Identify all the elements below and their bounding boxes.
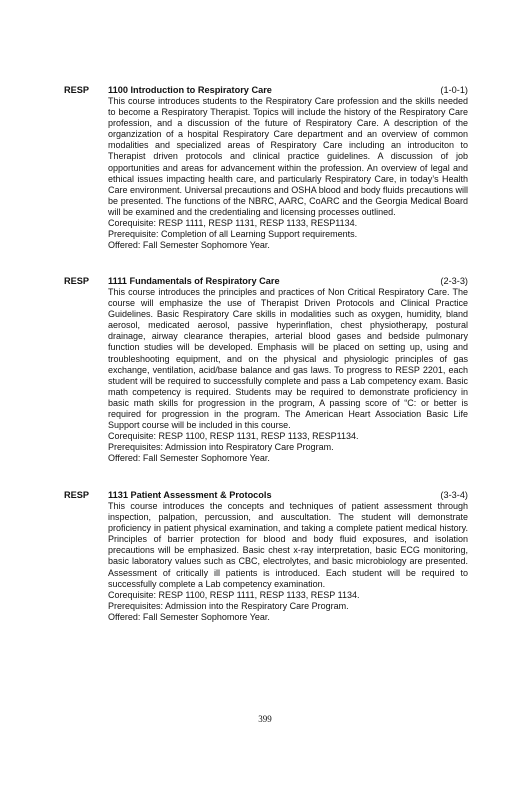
course-corequisite: Corequisite: RESP 1111, RESP 1131, RESP 1133, RESP1134. xyxy=(108,218,358,229)
course-header xyxy=(64,275,468,287)
course-entry-resp-1111 xyxy=(64,275,468,465)
course-title: 1111 Fundamentals of Respiratory Care xyxy=(108,276,280,286)
course-prerequisite: Prerequisite: Completion of all Learning Support requirements. xyxy=(108,229,358,240)
course-prefix: RESP xyxy=(64,276,90,286)
course-body xyxy=(108,96,468,251)
course-credits: (1-0-1) xyxy=(440,85,468,95)
course-entry-resp-1131 xyxy=(64,489,468,623)
course-body xyxy=(108,501,468,623)
course-description: This course introduces the principles and practices of Non Critical Respiratory Care. The course will emphasize the use of Therapist Driven Protocols and Clinical Practice Guidelines. Basic Respiratory Care skills in modalities such as oxygen, humidity, bland aerosol, medicated aerosol, passive hyperinflation, chest physiotherapy, postural drainage, airway clearance therapies, arterial blood gases and bedside pulmonary function studies will be developed. Emphasis will be placed on setting up, using and troubleshooting equipment, and on the physical and physiologic principles of gas exchange, ventilation, acid/base balance and gas laws. To progress to RESP 2201, each student will be required to successfully complete and pass a Lab competency exam. Basic math competency is required. Students may be required to demonstrate proficiency in basic math skills for progression in the program, A passing score of “C: or better is required for progression in the program. The American Heart Association Basic Life Support course will be included in this course. xyxy=(108,287,468,431)
course-prerequisite: Prerequisites: Admission into Respiratory Care Program. xyxy=(108,442,334,453)
course-description: This course introduces the concepts and techniques of patient assessment through inspection, palpation, percussion, and auscultation. The student will demonstrate proficiency in patient physical examination, and taking a complete patient medical history. Principles of barrier protection for blood and body fluid exposures, and isolation precautions will be emphasized. Basic chest x-ray interpretation, basic ECG monitoring, basic laboratory values such as CBC, electrolytes, and basic microbiology are presented. Assessment of critically ill patients is introduced. Each student will be required to successfully complete a Lab competency examination. xyxy=(108,501,468,589)
course-prerequisite: Prerequisites: Admission into the Respiratory Care Program. xyxy=(108,600,349,611)
course-entry-resp-1100 xyxy=(64,84,468,251)
course-header xyxy=(64,84,468,96)
course-corequisite: Corequisite: RESP 1100, RESP 1131, RESP 1133, RESP1134. xyxy=(108,431,359,442)
page-number: 399 xyxy=(258,714,272,724)
course-offered: Offered: Fall Semester Sophomore Year. xyxy=(108,453,270,464)
course-title: 1131 Patient Assessment & Protocols xyxy=(108,490,272,500)
course-offered: Offered: Fall Semester Sophomore Year. xyxy=(108,611,270,622)
course-offered: Offered: Fall Semester Sophomore Year. xyxy=(108,240,270,251)
course-prefix: RESP xyxy=(64,490,90,500)
course-credits: (2-3-3) xyxy=(440,276,468,286)
course-header xyxy=(64,489,468,501)
course-prefix: RESP xyxy=(64,85,90,95)
course-body xyxy=(108,287,468,465)
course-description: This course introduces students to the Respiratory Care profession and the skills needed to become a Respiratory Therapist. Topics will include the history of the Respiratory Care profession, and a discussion of the future of Respiratory Care. A description of the organzization of a hospital Respiratory Care department and an overview of common modalities and specialized areas of Respiratory Care including an introduciton to Therapist driven protocols and clinical practice guidelines. A discussion of job opportunities and areas for advancement within the profession. An overview of legal and ethical issues impacting health care, and particularly Respiratory Care, in today’s Health Care environment. Universal precautions and OSHA blood and body fluids precautions will be presented. The functions of the NBRC, AARC, CoARC and the Georgia Medical Board will be examined and the credentialing and licensing processes outlined. xyxy=(108,96,468,217)
course-title: 1100 Introduction to Respiratory Care xyxy=(108,85,272,95)
course-corequisite: Corequisite: RESP 1100, RESP 1111, RESP 1133, RESP 1134. xyxy=(108,589,360,600)
course-credits: (3-3-4) xyxy=(440,490,468,500)
